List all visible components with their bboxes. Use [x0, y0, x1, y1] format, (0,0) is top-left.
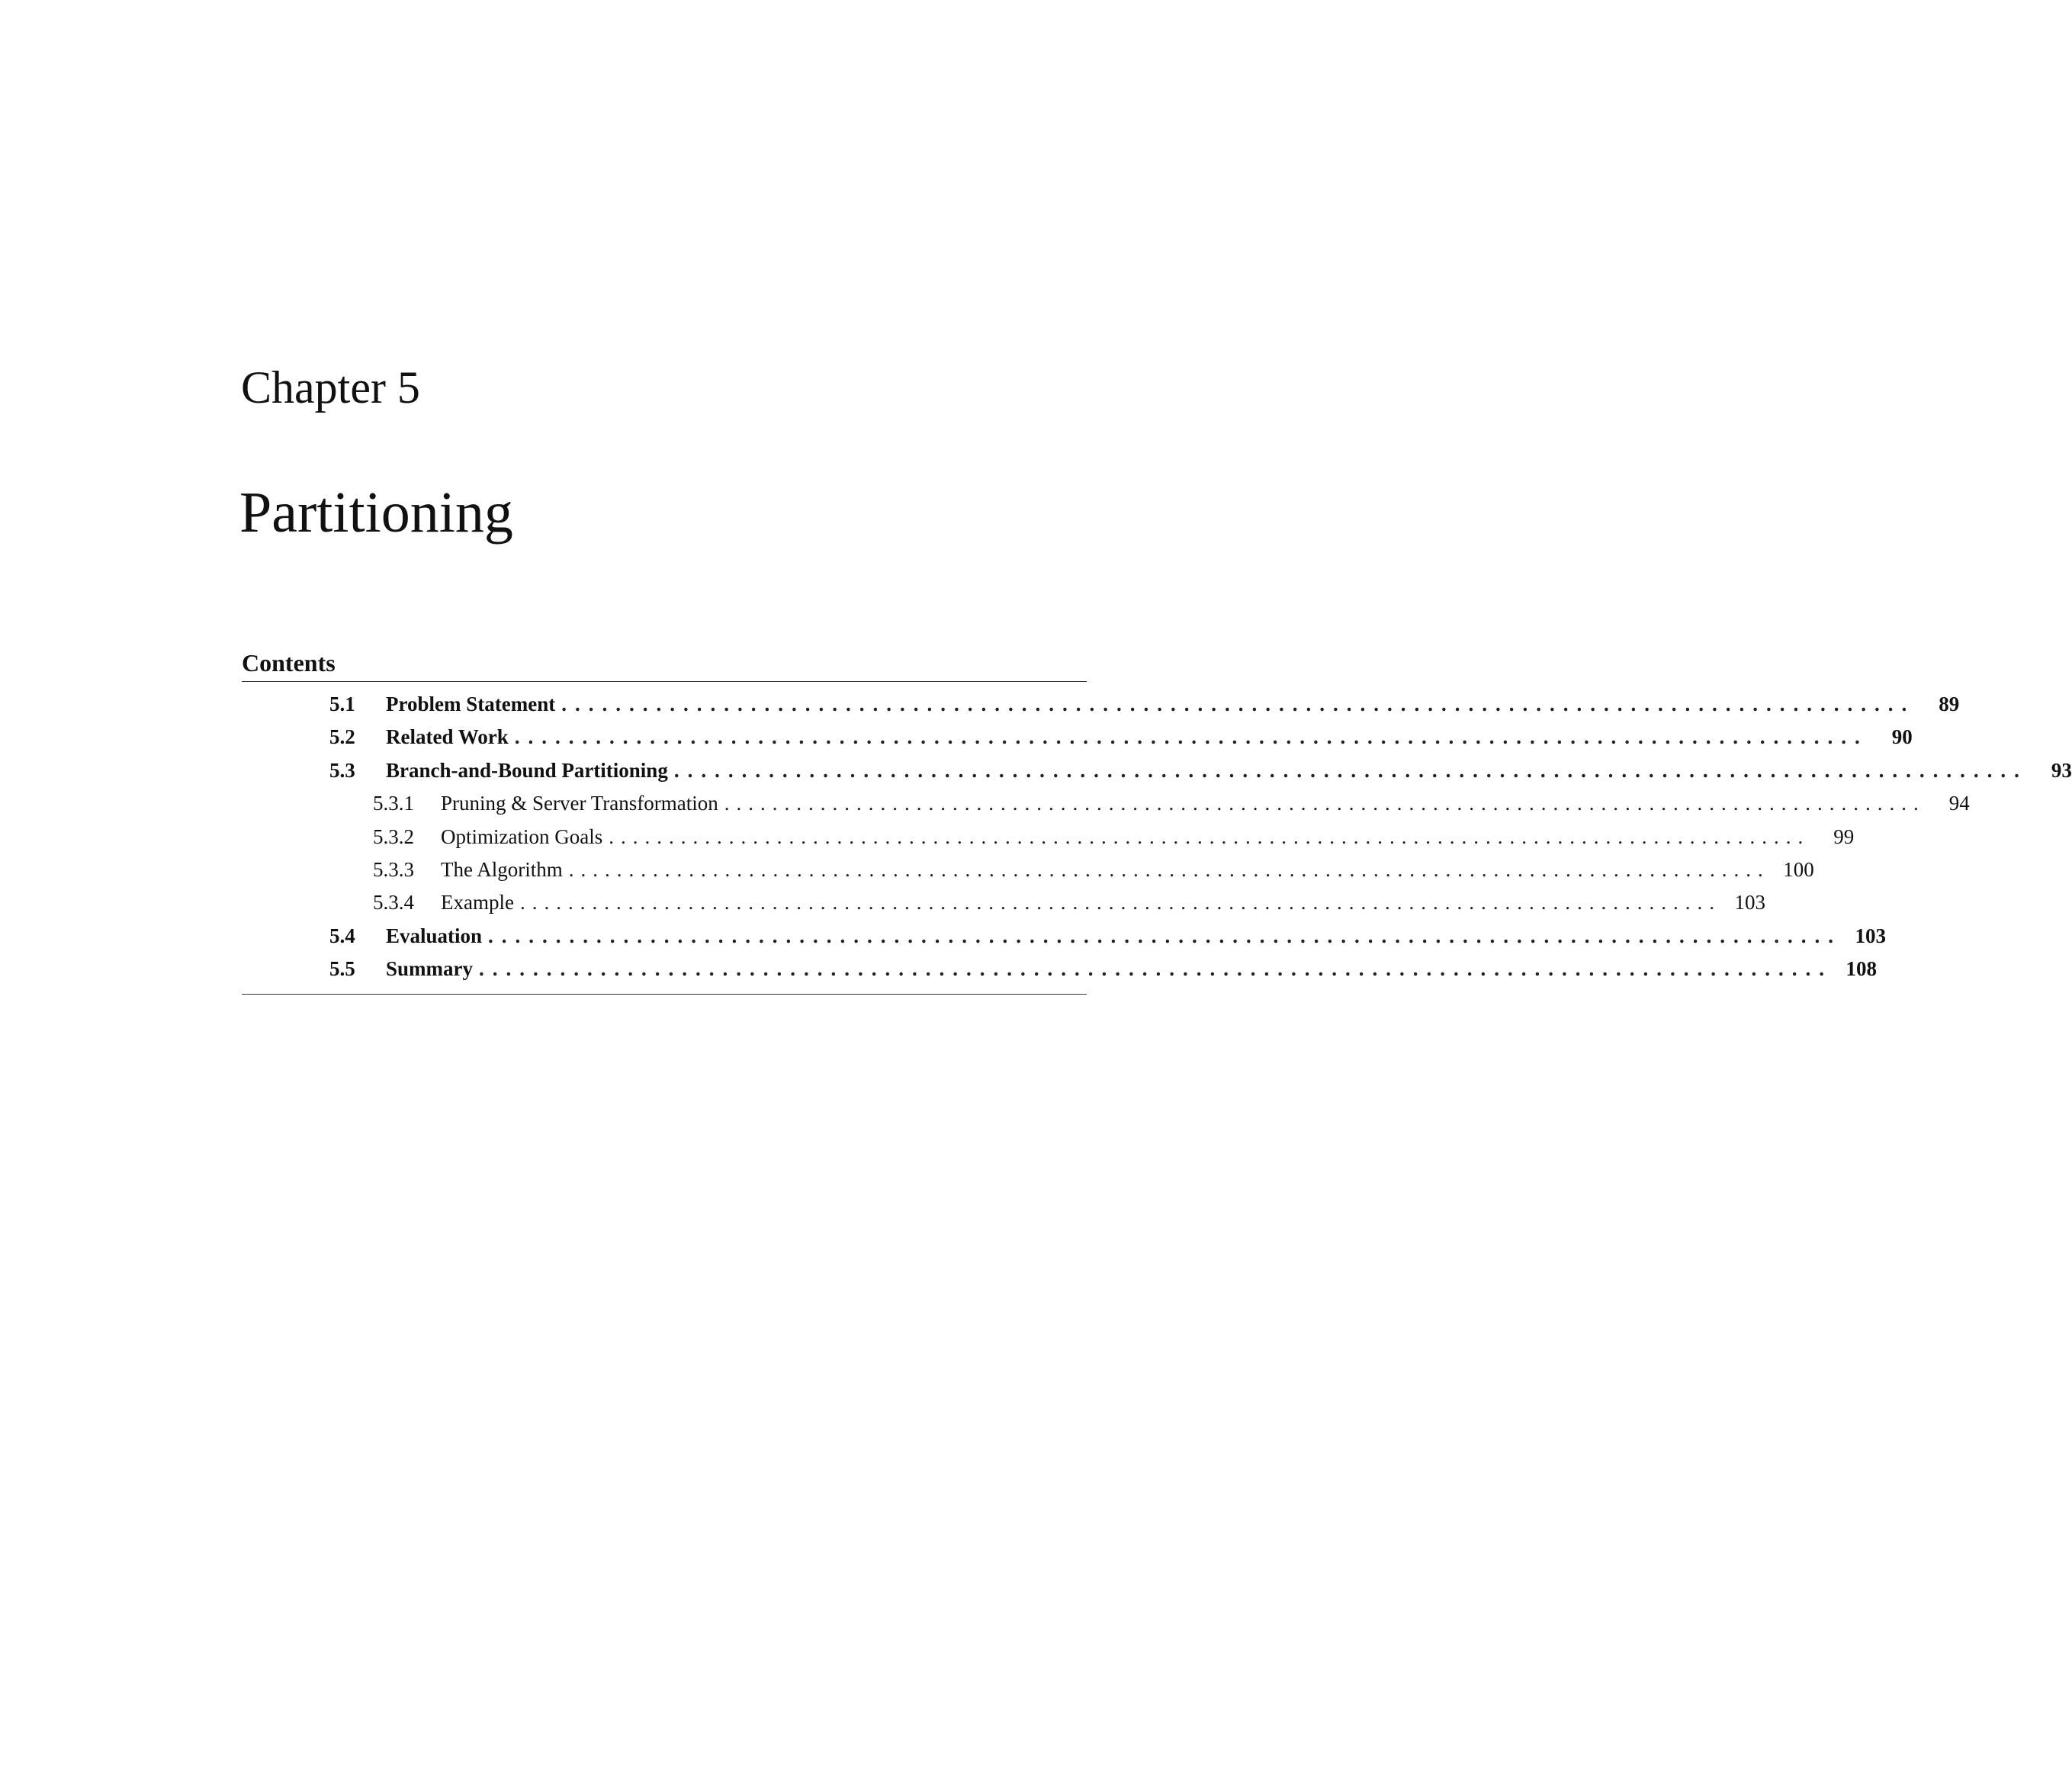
- dot-leader: ....................................................................................................: [519, 891, 1721, 915]
- toc-entry-number: 5.3.1: [373, 792, 414, 815]
- toc-entry-number: 5.3.2: [373, 824, 414, 848]
- toc-entry[interactable]: [242, 688, 1960, 721]
- dot-leader: ....................................................................................................: [561, 693, 1916, 715]
- toc-entry-number: 5.3: [329, 758, 355, 782]
- toc-entry-number: 5.4: [329, 924, 355, 947]
- toc-subentry[interactable]: [242, 787, 1970, 820]
- table-of-contents: [242, 648, 2072, 995]
- toc-entry-title: Problem Statement: [386, 693, 556, 715]
- toc-bottom-rule: [242, 994, 1087, 995]
- toc-heading: Contents: [242, 649, 336, 677]
- toc-entry-number: 5.1: [329, 693, 355, 715]
- chapter-label: Chapter 5: [241, 362, 420, 413]
- toc-entry-page: 103: [1855, 924, 1887, 947]
- dot-leader: ....................................................................................................: [724, 792, 1926, 815]
- toc-entry-page: 100: [1783, 857, 1814, 881]
- toc-entry[interactable]: [242, 721, 1913, 754]
- toc-entry-page: 94: [1948, 792, 1970, 815]
- toc-entry-title: Evaluation: [386, 924, 483, 947]
- dot-leader: ....................................................................................................: [609, 824, 1810, 848]
- toc-entry[interactable]: [242, 920, 1887, 953]
- toc-entry[interactable]: [242, 953, 1877, 985]
- dot-leader: ....................................................................................................: [488, 924, 1842, 947]
- toc-entry-title: Example: [441, 891, 514, 915]
- toc-entry-page: 90: [1891, 725, 1913, 749]
- toc-subentry[interactable]: [242, 821, 1855, 853]
- dot-leader: ....................................................................................................: [673, 758, 2028, 782]
- toc-entry-page: 89: [1939, 693, 1960, 715]
- toc-entry-title: Summary: [386, 957, 473, 981]
- toc-entry-title: Optimization Goals: [441, 824, 603, 848]
- toc-entry-page: 93: [2051, 758, 2072, 782]
- dot-leader: ....................................................................................................: [568, 857, 1770, 881]
- toc-entry-number: 5.3.4: [373, 891, 414, 915]
- toc-entry-title: Pruning & Server Transformation: [441, 792, 718, 815]
- toc-subentry[interactable]: [242, 886, 1765, 919]
- toc-entry-page: 99: [1833, 824, 1855, 848]
- toc-entry[interactable]: [242, 754, 2072, 787]
- toc-entry-page: 103: [1734, 891, 1765, 915]
- toc-entry-title: The Algorithm: [441, 857, 563, 881]
- toc-entry-title: Branch-and-Bound Partitioning: [386, 758, 668, 782]
- chapter-title: Partitioning: [239, 481, 513, 545]
- toc-entry-number: 5.3.3: [373, 857, 414, 881]
- toc-list: [242, 682, 2072, 994]
- toc-subentry[interactable]: [242, 853, 1814, 886]
- toc-entry-number: 5.2: [329, 725, 355, 749]
- dot-leader: ....................................................................................................: [479, 957, 1833, 981]
- toc-entry-number: 5.5: [329, 957, 355, 981]
- toc-entry-page: 108: [1846, 957, 1877, 981]
- toc-entry-title: Related Work: [386, 725, 509, 749]
- dot-leader: ....................................................................................................: [514, 725, 1868, 749]
